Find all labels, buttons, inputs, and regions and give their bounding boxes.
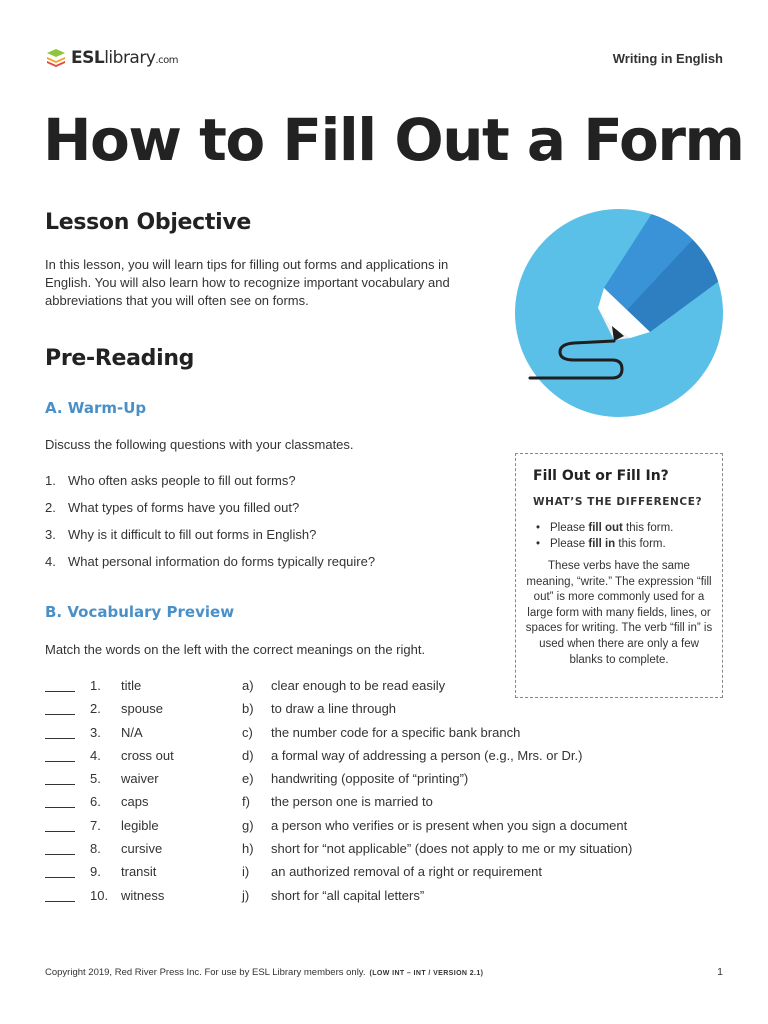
answer-blank[interactable] [45, 817, 75, 832]
question-item: 2. What types of forms have you filled out? [45, 500, 300, 515]
vocab-number: 10. [90, 887, 109, 903]
vocab-number: 2. [90, 701, 101, 717]
vocab-word: title [121, 678, 142, 693]
vocabulary-row [45, 817, 632, 840]
definition-letter: b) [242, 701, 254, 717]
vocab-number: 7. [90, 817, 101, 833]
definition-letter: d) [242, 747, 254, 763]
vocab-word: legible [121, 817, 159, 833]
vocabulary-row [45, 863, 632, 886]
definition-letter: a) [242, 678, 254, 693]
fill-out-fill-in-box [515, 453, 723, 698]
vocab-definition: a person who verifies or is present when you sign a document [271, 817, 628, 833]
vocab-number: 1. [90, 678, 101, 693]
vocab-definition: clear enough to be read easily [271, 678, 446, 693]
definition-letter: c) [242, 724, 253, 740]
header-section-label: Writing in English [612, 51, 723, 66]
vocabulary-preview-heading: B. Vocabulary Preview [45, 603, 235, 621]
footer-level: (LOW INT – INT / VERSION 2.1) [369, 970, 484, 977]
question-item: 1. Who often asks people to fill out forms? [45, 473, 296, 488]
answer-blank[interactable] [45, 677, 75, 692]
definition-letter: g) [242, 817, 254, 833]
answer-blank[interactable] [45, 863, 75, 878]
answer-blank[interactable] [45, 700, 75, 715]
vocabulary-row [45, 840, 632, 863]
page-number: 1 [717, 966, 723, 978]
vocab-word: transit [121, 864, 157, 880]
answer-blank[interactable] [45, 747, 75, 762]
vocab-number: 5. [90, 771, 101, 787]
pencil-illustration [514, 208, 724, 418]
sidebar-bullet: • Please fill in this form. [535, 538, 666, 550]
vocab-number: 4. [90, 747, 101, 763]
logo-stack-icon [45, 47, 67, 69]
warm-up-heading: A. Warm-Up [45, 399, 147, 417]
definition-letter: f) [242, 794, 250, 810]
footer-copyright: Copyright 2019, Red River Press Inc. For use by ESL Library members only. (LOW INT – INT / VERSION 2.1) [45, 967, 484, 978]
vocabulary-row [45, 887, 632, 910]
vocab-definition: an authorized removal of a right or requirement [271, 864, 542, 880]
vocab-definition: the number code for a specific bank branch [271, 724, 521, 740]
answer-blank[interactable] [45, 724, 75, 739]
page-title: How to Fill Out a Form [43, 106, 744, 174]
sidebar-explanation: These verbs have the same meaning, “write.” The expression “fill out” is more commonly used for a large form with many fields, lines, or spaces for writing. The verb “fill in” is used when there are only a few blanks to complete. [525, 560, 713, 666]
vocab-word: cursive [121, 841, 163, 857]
sidebar-subtitle: WHAT’S THE DIFFERENCE? [533, 496, 703, 508]
vocab-definition: handwriting (opposite of “printing”) [271, 771, 469, 787]
definition-letter: h) [242, 841, 254, 857]
lesson-objective-text: In this lesson, you will learn tips for filling out forms and applications in English. You will also learn how to recognize important vocabulary and abbreviations that you will often see on forms. [45, 257, 450, 308]
answer-blank[interactable] [45, 770, 75, 785]
vocab-word: witness [121, 887, 165, 903]
vocab-definition: a formal way of addressing a person (e.g., Mrs. or Dr.) [271, 747, 583, 763]
vocab-word: N/A [121, 724, 143, 740]
sidebar-bullet: • Please fill out this form. [535, 522, 674, 534]
question-item: 3. Why is it difficult to fill out forms in English? [45, 527, 317, 542]
answer-blank[interactable] [45, 840, 75, 855]
question-item: 4. What personal information do forms typically require? [45, 554, 376, 569]
vocabulary-row [45, 677, 632, 700]
vocabulary-row [45, 793, 632, 816]
logo-text-esl: ESL [71, 48, 105, 68]
vocabulary-instruction: Match the words on the left with the correct meanings on the right. [45, 642, 426, 657]
vocab-definition: short for “all capital letters” [271, 887, 425, 903]
definition-letter: e) [242, 771, 254, 787]
pre-reading-heading: Pre-Reading [45, 346, 195, 371]
vocab-number: 3. [90, 724, 101, 740]
logo-text-com: .com [155, 55, 178, 66]
vocabulary-row [45, 747, 632, 770]
answer-blank[interactable] [45, 887, 75, 902]
warm-up-instruction: Discuss the following questions with your classmates. [45, 437, 354, 452]
vocabulary-row [45, 700, 632, 723]
sidebar-bullets [526, 520, 673, 552]
answer-blank[interactable] [45, 793, 75, 808]
esl-library-logo [45, 44, 178, 72]
vocabulary-row [45, 770, 632, 793]
vocab-number: 6. [90, 794, 101, 810]
vocab-word: spouse [121, 701, 163, 717]
definition-letter: j) [242, 887, 250, 903]
vocab-definition: short for “not applicable” (does not apply to me or my situation) [271, 841, 633, 857]
vocab-number: 9. [90, 864, 101, 880]
sidebar-title: Fill Out or Fill In? [533, 468, 669, 484]
vocab-definition: to draw a line through [271, 701, 397, 717]
vocab-word: caps [121, 794, 149, 810]
vocab-word: waiver [121, 771, 159, 787]
vocabulary-matching-table [45, 677, 632, 910]
vocabulary-row [45, 724, 632, 747]
vocab-definition: the person one is married to [271, 794, 433, 810]
definition-letter: i) [242, 864, 250, 880]
warm-up-questions [45, 472, 375, 580]
lesson-objective-heading: Lesson Objective [45, 210, 252, 235]
vocab-number: 8. [90, 841, 101, 857]
vocab-word: cross out [121, 747, 174, 763]
logo-text-library: library [104, 48, 156, 68]
